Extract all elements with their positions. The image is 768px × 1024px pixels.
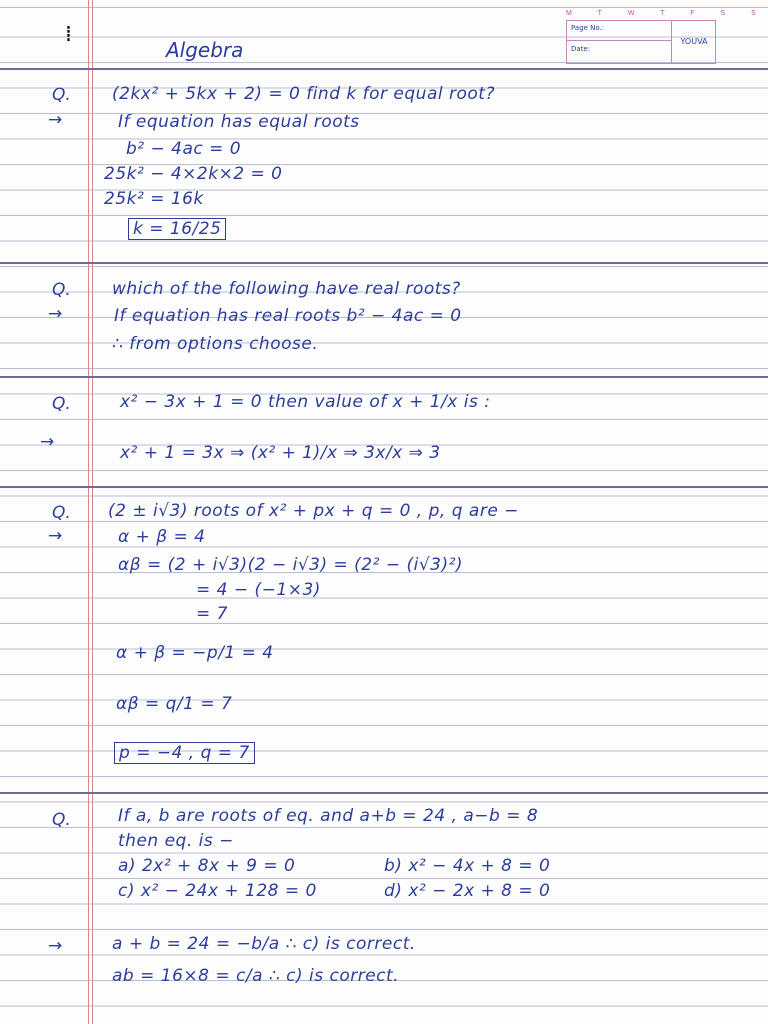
q5-option: b) x² − 4x + 8 = 0 [384, 856, 551, 876]
question-marker: Q. [52, 810, 71, 830]
q2-line: If equation has real roots b² − 4ac = 0 [114, 306, 462, 326]
question-marker: Q. [52, 394, 71, 414]
q4-line: αβ = q/1 = 7 [116, 694, 233, 714]
q3-question: x² − 3x + 1 = 0 then value of x + 1/x is : [120, 392, 491, 412]
q1-question: (2kx² + 5kx + 2) = 0 find k for equal root? [112, 84, 495, 104]
section-divider [0, 376, 768, 378]
q4-line: = 4 − (−1×3) [196, 580, 321, 600]
page-title: Algebra [166, 38, 244, 62]
q4-line: α + β = −p/1 = 4 [116, 643, 274, 663]
arrow-icon: → [48, 110, 63, 130]
q4-line: α + β = 4 [118, 527, 206, 547]
weekday-letters: M T W T F S S [566, 10, 768, 17]
q1-line: If equation has equal roots [118, 112, 360, 132]
section-divider [0, 792, 768, 794]
q4-line: = 7 [196, 604, 228, 624]
q5-work: ab = 16×8 = c/a ∴ c) is correct. [112, 966, 400, 986]
section-divider [0, 262, 768, 264]
q2-question: which of the following have real roots? [112, 279, 461, 299]
margin-line [92, 0, 93, 1024]
q4-answer: p = −4 , q = 7 [114, 742, 255, 764]
q2-line: ∴ from options choose. [112, 334, 319, 354]
q5-option: c) x² − 24x + 128 = 0 [118, 881, 317, 901]
q5-option: a) 2x² + 8x + 9 = 0 [118, 856, 296, 876]
question-marker: Q. [52, 503, 71, 523]
question-marker: Q. [52, 280, 71, 300]
q5-line: then eq. is − [118, 831, 234, 851]
margin-line [88, 0, 89, 1024]
section-divider [0, 486, 768, 488]
q1-line: 25k² − 4×2k×2 = 0 [104, 164, 283, 184]
question-marker: Q. [52, 85, 71, 105]
arrow-icon: → [48, 304, 63, 324]
q5-option: d) x² − 2x + 8 = 0 [384, 881, 551, 901]
arrow-icon: → [40, 432, 55, 452]
date-label: Date: [571, 45, 591, 53]
q4-line: αβ = (2 + i√3)(2 − i√3) = (2² − (i√3)²) [118, 555, 464, 575]
q5-question: If a, b are roots of eq. and a+b = 24 , a−b = 8 [118, 806, 539, 826]
q4-question: (2 ± i√3) roots of x² + px + q = 0 , p, q are − [108, 501, 519, 521]
page-info-box [566, 20, 716, 64]
pin-mark: ⁞ [65, 22, 72, 47]
q1-line: b² − 4ac = 0 [126, 139, 242, 159]
page-no-label: Page No.: [567, 21, 671, 41]
q1-line: 25k² = 16k [104, 189, 204, 209]
section-divider [0, 68, 768, 70]
q5-work: a + b = 24 = −b/a ∴ c) is correct. [112, 934, 416, 954]
brand-logo: YOUVA [671, 21, 716, 63]
q1-answer: k = 16/25 [128, 218, 226, 240]
q3-work: x² + 1 = 3x ⇒ (x² + 1)/x ⇒ 3x/x ⇒ 3 [120, 443, 441, 463]
arrow-icon: → [48, 526, 63, 546]
arrow-icon: → [48, 936, 63, 956]
